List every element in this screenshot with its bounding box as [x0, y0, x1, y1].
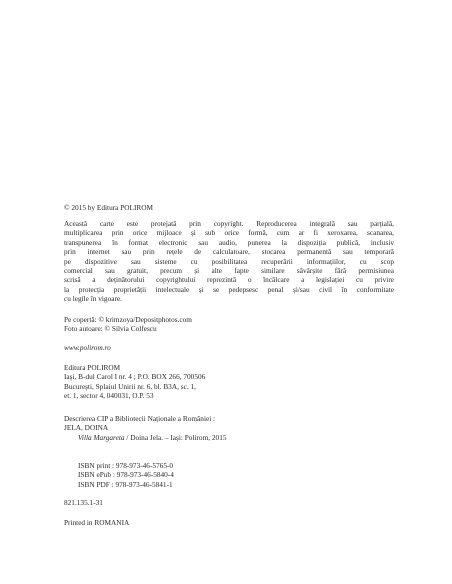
image-credits: [64, 315, 394, 334]
book-title: Villa Margareta: [78, 432, 125, 442]
printed-in: Printed in ROMANIA: [64, 518, 130, 527]
address-line: București, Splaiul Unirii nr. 6, bl. B3A, sc. 1,: [64, 381, 196, 391]
isbn-print: ISBN print : 978-973-46-5765-0: [78, 461, 174, 470]
cip-title: Villa Margareta / Doina Jela. – Iași: Polirom, 2015: [78, 432, 227, 442]
photo-credit: Foto autoare: © Silvia Colfescu: [64, 324, 157, 334]
cover-credit: Pe copertă: © krimzoya/Depositphotos.com: [64, 315, 192, 324]
cip-heading: Descrierea CIP a Bibliotecii Naționale a României :: [64, 414, 216, 423]
copyright-line: © 2015 by Editura POLIROM: [64, 203, 154, 212]
address-line: Iași, B-dul Carol I nr. 4 ; P.O. BOX 266, 700506: [64, 372, 206, 382]
notice-line: comercial sau gratuit, precum și alte fapte similare săvârșite fără permisiunea: [64, 266, 394, 276]
notice-line: cu legile în vigoare.: [64, 294, 122, 304]
notice-line: la protecția proprietății intelectuale și se pedepsesc penal și/sau civil în conformitate: [64, 284, 394, 294]
notice-line: transpunerea în format electronic sau audio, punerea la dispoziția publică, inclusiv: [64, 237, 394, 247]
classification-code: 821.135.1-31: [64, 498, 103, 507]
address-line: et. 1, sector 4, 040031, O.P. 53: [64, 391, 154, 401]
copyright-notice: [64, 219, 394, 304]
publisher-address: [64, 363, 394, 401]
notice-line: scrisă a deținătorului copyrightului reprezintă o încălcare a legislației cu privire: [64, 275, 394, 285]
isbn-epub: ISBN ePub : 978-973-46-5840-4: [78, 470, 174, 480]
isbn-pdf: ISBN PDF : 978-973-46-5841-1: [78, 479, 173, 489]
cip-author: JELA, DOINA: [64, 423, 109, 433]
notice-line: pe dispozitive sau sisteme cu posibilitatea recuperării informațiilor, cu scop: [64, 256, 394, 266]
notice-line: Această carte este protejată prin copyright. Reproducerea integrală sau parțială,: [64, 219, 394, 228]
cip-description: [64, 414, 394, 442]
notice-line: prin internet sau prin rețele de calculatoare, stocarea permanentă sau temporară: [64, 247, 394, 257]
publisher-name: Editura POLIROM: [64, 363, 121, 372]
notice-line: multiplicarea prin orice mijloace și sub orice formă, cum ar fi xeroxarea, scanarea,: [64, 228, 394, 238]
isbn-list: [64, 461, 394, 489]
publisher-website: www.polirom.ro: [64, 343, 111, 352]
